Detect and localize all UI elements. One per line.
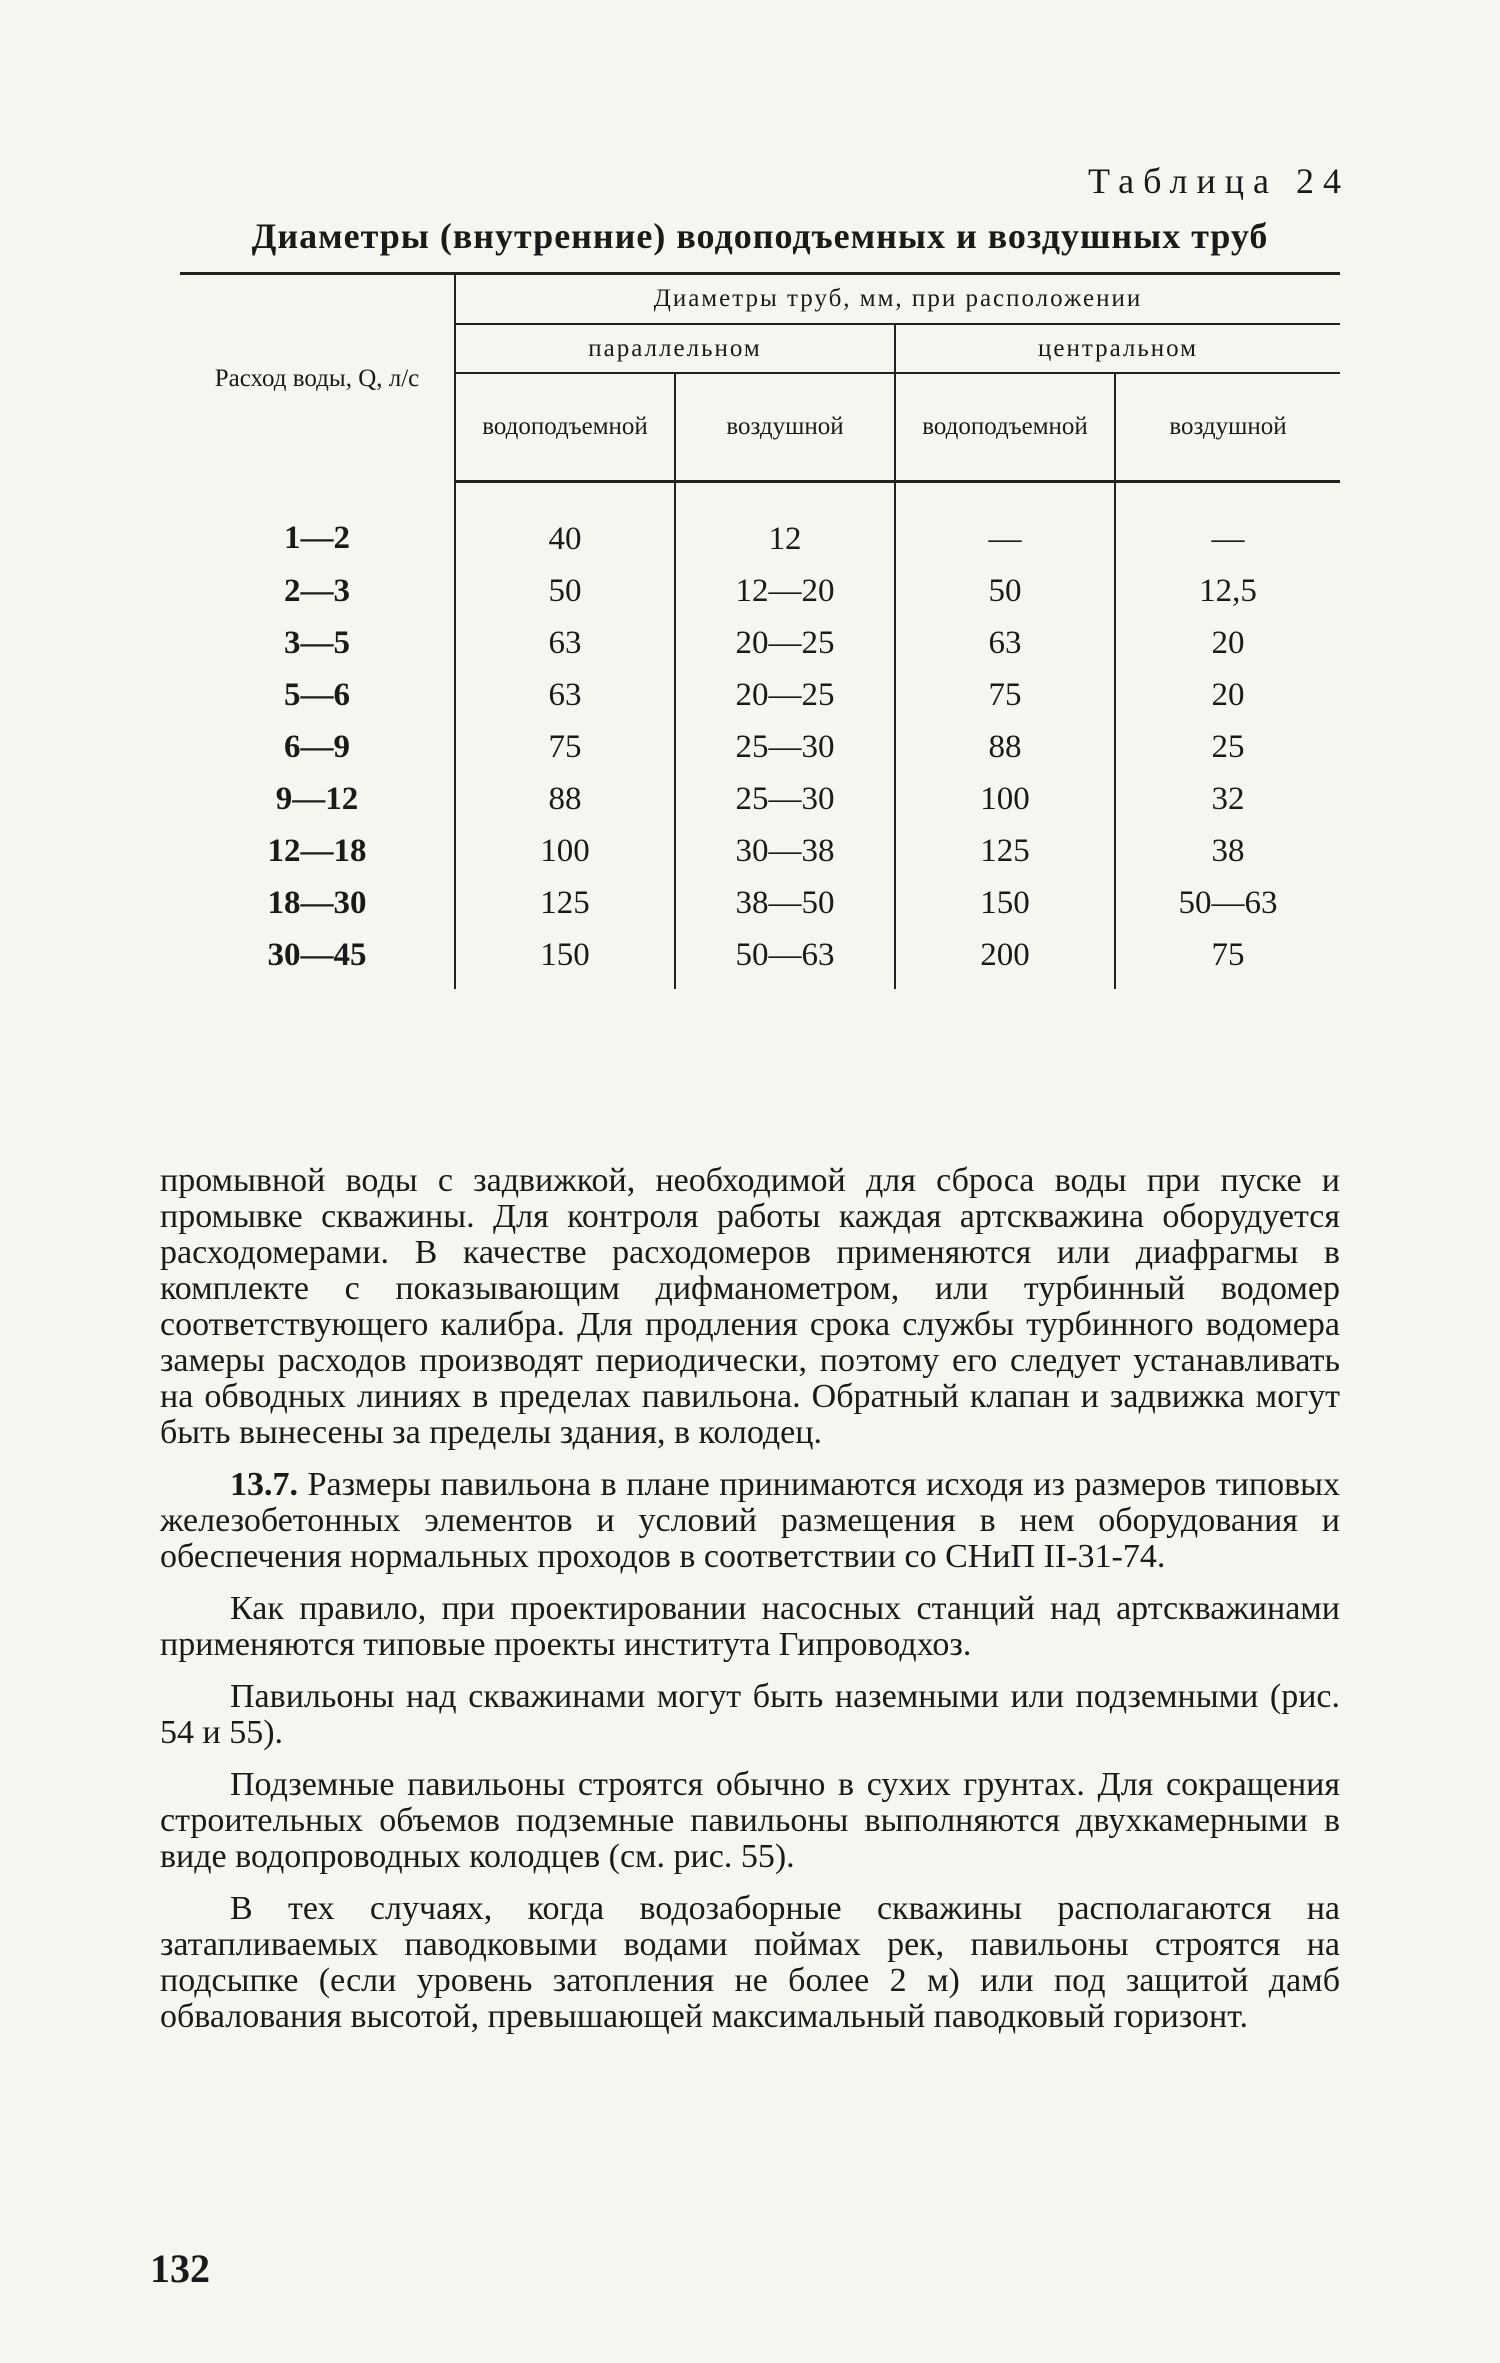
header-air-pipe-parallel: воздушной xyxy=(675,373,895,482)
paragraph: промывной воды с задвижкой, необходимой для сброса воды при пуске и промывке скважины. Для контроля работы каждая артскважина оборудуется расходомерами. В качестве расходомеров применяются или диафрагмы в комплекте с показывающим дифманометром, или турбинный водомер соответствующего калибра. Для продления срока службы турбинного водомера замеры расходов производят периодически, поэтому его следует устанавливать на обводных линиях в пределах павильона. Обратный клапан и задвижка могут быть вынесены за пределы здания, в колодец. xyxy=(160,1162,1340,1451)
cell-flow: 6—9 xyxy=(284,729,350,765)
table-row xyxy=(180,617,1340,669)
cell-central-lift: 200 xyxy=(895,929,1115,989)
table-row xyxy=(180,825,1340,877)
cell-flow: 3—5 xyxy=(284,625,350,661)
cell-central-lift: 125 xyxy=(895,825,1115,877)
table-row xyxy=(180,669,1340,721)
table-row xyxy=(180,877,1340,929)
table-row xyxy=(180,482,1340,566)
cell-parallel-air: 25—30 xyxy=(675,721,895,773)
cell-parallel-lift: 63 xyxy=(455,617,675,669)
cell-central-lift: 150 xyxy=(895,877,1115,929)
body-text xyxy=(160,1163,1340,2051)
paragraph: Подземные павильоны строятся обычно в сухих грунтах. Для сокращения строительных объемов подземные павильоны выполняются двухкамерными в виде водопроводных колодцев (см. рис. 55). xyxy=(160,1766,1340,1875)
header-central: центральном xyxy=(895,324,1340,374)
cell-central-air: 12,5 xyxy=(1115,565,1340,617)
paragraph: В тех случаях, когда водозаборные скважины располагаются на затапливаемых паводковыми водами поймах рек, павильоны строятся на подсыпке (если уровень затопления не более 2 м) или под защитой дамб обвалования высотой, превышающей максимальный паводковый горизонт. xyxy=(160,1890,1340,2035)
paragraph: Как правило, при проектировании насосных станций над артскважинами применяются типовые проекты института Гипроводхоз. xyxy=(160,1590,1340,1663)
header-lift-pipe-parallel: водоподъемной xyxy=(455,373,675,482)
cell-parallel-lift: 100 xyxy=(455,825,675,877)
cell-flow: 30—45 xyxy=(267,937,367,973)
cell-central-air: — xyxy=(1115,482,1340,566)
page-number: 132 xyxy=(150,2246,210,2291)
header-diameters: Диаметры труб, мм, при расположении xyxy=(455,274,1340,324)
cell-parallel-air: 12 xyxy=(675,482,895,566)
table-row xyxy=(180,773,1340,825)
cell-central-air: 25 xyxy=(1115,721,1340,773)
cell-parallel-lift: 63 xyxy=(455,669,675,721)
paragraph: Павильоны над скважинами могут быть наземными или подземными (рис. 54 и 55). xyxy=(160,1678,1340,1751)
cell-flow: 9—12 xyxy=(275,781,359,817)
section-number: 13.7. xyxy=(230,1466,298,1503)
header-parallel: параллельном xyxy=(455,324,895,374)
cell-parallel-lift: 88 xyxy=(455,773,675,825)
cell-central-lift: — xyxy=(895,482,1115,566)
cell-parallel-air: 50—63 xyxy=(675,929,895,989)
diameters-table xyxy=(180,272,1340,989)
cell-central-lift: 75 xyxy=(895,669,1115,721)
cell-central-air: 20 xyxy=(1115,669,1340,721)
cell-parallel-lift: 75 xyxy=(455,721,675,773)
table-row xyxy=(180,721,1340,773)
cell-parallel-lift: 40 xyxy=(455,482,675,566)
table-body xyxy=(180,482,1340,990)
table-title: Диаметры (внутренние) водоподъемных и воздушных труб xyxy=(251,216,1269,256)
header-lift-pipe-central: водоподъемной xyxy=(895,373,1115,482)
cell-central-air: 38 xyxy=(1115,825,1340,877)
cell-central-air: 32 xyxy=(1115,773,1340,825)
cell-central-lift: 50 xyxy=(895,565,1115,617)
cell-flow: 2—3 xyxy=(284,573,350,609)
cell-central-lift: 63 xyxy=(895,617,1115,669)
cell-parallel-lift: 50 xyxy=(455,565,675,617)
cell-parallel-lift: 125 xyxy=(455,877,675,929)
cell-parallel-air: 20—25 xyxy=(675,617,895,669)
cell-flow: 12—18 xyxy=(267,833,367,869)
cell-parallel-air: 30—38 xyxy=(675,825,895,877)
table-row xyxy=(180,565,1340,617)
table-row xyxy=(180,929,1340,989)
header-flow: Расход воды, Q, л/с xyxy=(180,274,455,482)
cell-flow: 5—6 xyxy=(284,677,350,713)
cell-central-air: 75 xyxy=(1115,929,1340,989)
cell-central-air: 50—63 xyxy=(1115,877,1340,929)
cell-flow: 1—2 xyxy=(284,520,350,557)
cell-parallel-air: 38—50 xyxy=(675,877,895,929)
cell-central-air: 20 xyxy=(1115,617,1340,669)
cell-parallel-lift: 150 xyxy=(455,929,675,989)
paragraph-13-7 xyxy=(160,1467,1340,1575)
cell-central-lift: 100 xyxy=(895,773,1115,825)
cell-parallel-air: 25—30 xyxy=(675,773,895,825)
cell-flow: 18—30 xyxy=(267,885,367,921)
header-air-pipe-central: воздушной xyxy=(1115,373,1340,482)
cell-parallel-air: 12—20 xyxy=(675,565,895,617)
cell-central-lift: 88 xyxy=(895,721,1115,773)
cell-parallel-air: 20—25 xyxy=(675,669,895,721)
table-label: Таблица 24 xyxy=(1088,161,1350,201)
paragraph-text: Размеры павильона в плане принимаются исходя из размеров типовых железобетонных элементов и условий размещения в нем оборудования и обеспечения нормальных проходов в соответствии со СНиП II-31-74. xyxy=(160,1466,1340,1575)
